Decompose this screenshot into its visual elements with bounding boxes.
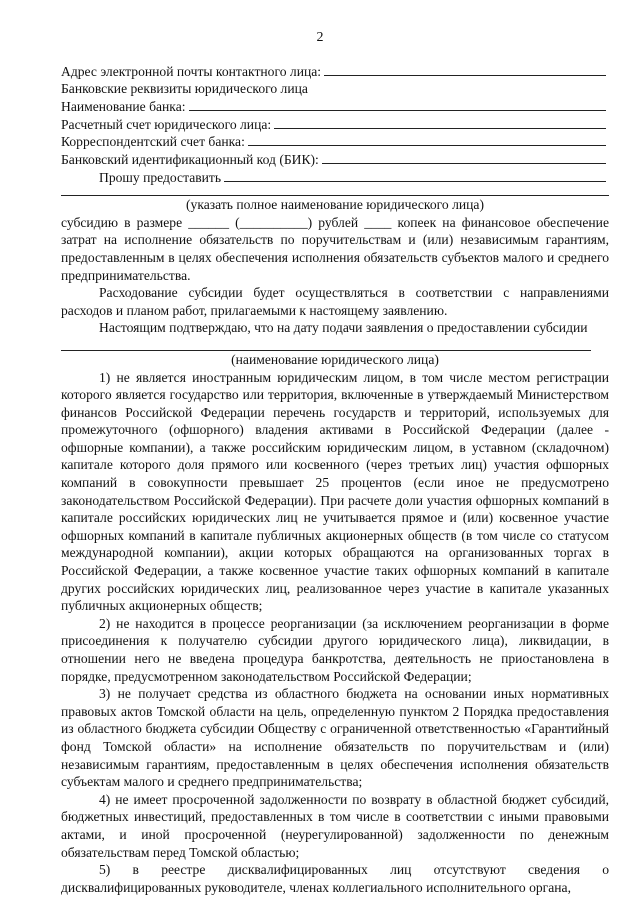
bik-field-blank[interactable] [322,150,606,164]
bank-name-field-label: Наименование банка: [61,99,186,115]
confirm-paragraph: Настоящим подтверждаю, что на дату подачи заявления о предоставлении субсидии [99,320,588,336]
request-field-blank[interactable] [224,168,606,182]
spending-paragraph: Расходование субсидии будет осуществляться в соответствии с направлениями расходов и планом работ, прилагаемыми к настоящему заявлению. [61,285,609,318]
bik-field-line [61,150,609,168]
condition-item-1: 1) не является иностранным юридическим лицом, в том числе местом регистрации которого является государство или территория, включенные в утверждаемый Министерством финансов Российской Федерации перечень государств и территорий, используемых для промежуточного (офшорного) владения активами в Российской Федерации (далее - офшорные компании), а также российским юридическим лицом, в уставном (складочном) капитале которого доля прямого или косвенного (через третьих лиц) участия офшорных компаний в совокупности превышает 25 процентов (если иное не предусмотрено законодательством Российской Федерации). При расчете доли участия офшорных компаний в капитале российских юридических лиц не учитывается прямое и (или) косвенное участие офшорных компаний в капитале публичных акционерных обществ (в том числе со статусом международной компании), акции которых обращаются на организованных торгах в Российской Федерации, а также косвенное участие таких офшорных компаний в капитале других российских юридических лиц, реализованное через участие в капитале указанных публичных акционерных обществ; [61,369,609,614]
email-field-blank[interactable] [324,62,606,76]
bank-name-field-blank[interactable] [189,97,606,111]
settlement-account-field-blank[interactable] [274,115,606,129]
email-field-line [61,62,609,80]
request-field-line [61,168,609,186]
legal-entity-name-blank[interactable] [61,187,609,196]
legal-entity-short-name-blank[interactable] [61,338,591,351]
page-number: 2 [316,30,324,45]
email-field-label: Адрес электронной почты контактного лица: [61,64,322,79]
bik-field-label: Банковский идентификационный код (БИК): [61,151,319,167]
correspondent-account-field-line [61,132,609,150]
bank-details-heading-line [61,80,609,98]
correspondent-account-field-blank[interactable] [248,132,606,146]
settlement-account-field-line [61,115,609,133]
full-name-caption: (указать полное наименование юридического лица) [186,197,484,213]
bank-name-field-line [61,97,609,115]
condition-item-3: 3) не получает средства из областного бюджета на основании иных нормативных правовых актов Томской области на цель, определенную пунктом 2 Порядка предоставления из областного бюджета субсидии Обществу с ограниченной ответственностью «Гарантийный фонд Томской области» на исполнение обязательств по поручительствам и (или) независимым гарантиям, предоставленным в целях обеспечения исполнения обязательств субъектам малого и среднего предпринимательства; [61,686,609,790]
bank-details-heading: Банковские реквизиты юридического лица [61,80,308,96]
condition-item-4: 4) не имеет просроченной задолженности по возврату в областной бюджет субсидий, бюджетных инвестиций, предоставленных в том числе в соответствии с иными правовыми актами, и иной просроченной (неурегулированной) задолженности по денежным обязательствам перед Томской областью; [61,791,609,860]
request-field-label: Прошу предоставить [99,169,222,185]
correspondent-account-field-label: Корреспондентский счет банка: [61,134,245,150]
name-caption: (наименование юридического лица) [231,351,439,367]
condition-item-2: 2) не находится в процессе реорганизации (за исключением реорганизации в форме присоединения к получателю субсидии другого юридического лица), ликвидации, в отношении него не введена процедура банкротства, деятельность не приостановлена в порядке, предусмотренном законодательством Российской Федерации; [61,615,609,684]
subsidy-paragraph: субсидию в размере ______ (__________) рублей ____ копеек на финансовое обеспечение затрат на исполнение обязательств по поручительствам и (или) независимым гарантиям, предоставленным в целях обеспечения исполнения обязательств субъектов малого и среднего предпринимательства. [61,214,609,283]
settlement-account-field-label: Расчетный счет юридического лица: [61,116,272,132]
condition-item-5: 5) в реестре дисквалифицированных лиц отсутствуют сведения о дисквалифицированных руководителе, членах коллегиального исполнительного органа, [61,862,609,895]
application-form [61,62,609,896]
